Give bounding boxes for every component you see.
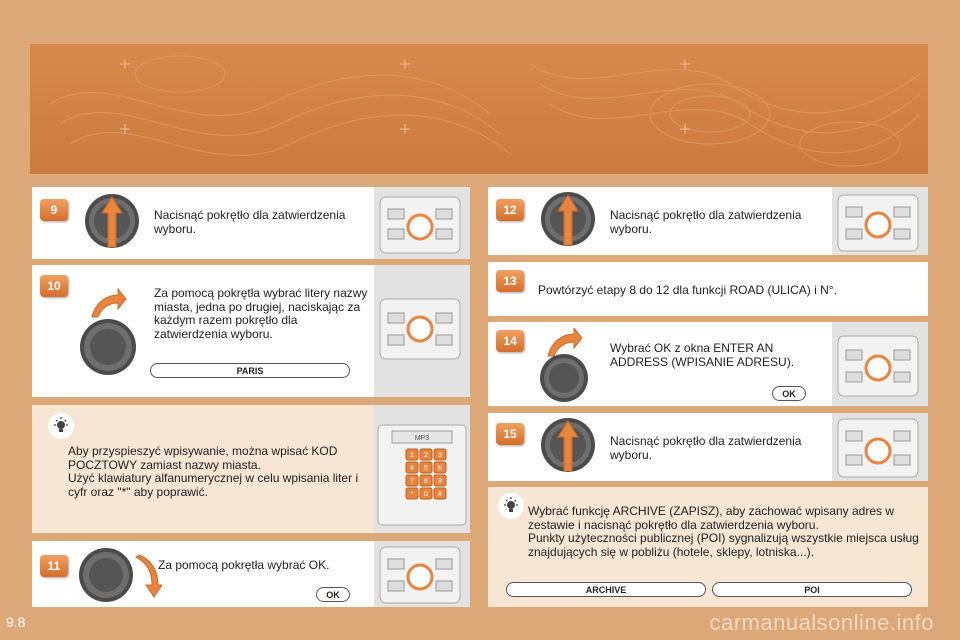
tip-postcode-panel: [32, 405, 470, 533]
keypad-panel-image: [374, 405, 470, 533]
keypad-key-label: 6: [438, 465, 442, 472]
header-banner: [30, 44, 928, 174]
step-text: Za pomocą pokrętła wybrać litery nazwy miasta, jedna po drugiej, naciskając za każdym razem pokrętło dla zatwierdzenia wyboru.: [154, 286, 368, 341]
rotary-knob-icon: [76, 315, 140, 379]
step-15-panel: [488, 413, 928, 481]
lightbulb-icon: [48, 413, 74, 439]
keypad-key-label: 4: [410, 465, 414, 472]
ok-option-label[interactable]: OK: [772, 386, 806, 401]
topographic-pattern: [30, 44, 928, 174]
paris-option-label[interactable]: PARIS: [150, 363, 350, 378]
keypad-key-label: 7: [410, 478, 414, 485]
lightbulb-icon: [498, 493, 524, 519]
step-10-panel: [32, 265, 470, 397]
watermark: carmanualsonline.info: [709, 610, 934, 635]
step-text: Nacisnąć pokrętło dla zatwierdzenia wyboru.: [154, 208, 346, 236]
step-12-panel: [488, 187, 928, 255]
keypad-key-label: 9: [438, 478, 442, 485]
step-number-badge: 14: [496, 330, 524, 352]
radio-panel-image: [374, 187, 470, 259]
keypad-key-label: 5: [424, 465, 428, 472]
radio-panel-image: [832, 413, 928, 481]
keypad-key-label: 8: [424, 478, 428, 485]
rotary-knob-icon: [78, 191, 148, 255]
keypad-key-label: 3: [438, 452, 442, 459]
step-text: Za pomocą pokrętła wybrać OK.: [158, 558, 330, 572]
step-number-badge: 15: [496, 423, 524, 445]
step-text: Powtórzyć etapy 8 do 12 dla funkcji ROAD (ULICA) i N°.: [538, 283, 837, 297]
archive-option-label[interactable]: ARCHIVE: [506, 582, 706, 597]
step-number-badge: 11: [40, 555, 68, 577]
tip-archive-panel: [488, 487, 928, 607]
step-9-panel: [32, 187, 470, 259]
step-number-badge: 9: [40, 199, 68, 221]
radio-panel-image: [832, 322, 928, 406]
keypad-key-label: 2: [424, 452, 428, 459]
screen-label: MP3: [414, 435, 430, 442]
radio-panel-image: [374, 265, 470, 397]
tip-text: Wybrać funkcję ARCHIVE (ZAPISZ), aby zachować wpisany adres w zestawie i nacisnąć pokrętło dla zatwierdzenia wyboru. Punkty użyteczności publicznej (POI) sygnalizują wszystkie miejsca usług znajdujących się w pobliżu (hotele, sklepy, lotniska...).: [528, 504, 919, 559]
keypad-key-label: #: [438, 491, 442, 498]
rotary-knob-icon: [534, 189, 604, 253]
radio-panel-image: [374, 541, 470, 607]
ok-option-label[interactable]: OK: [316, 587, 350, 602]
rotary-knob-icon: [76, 543, 140, 605]
rotary-knob-icon: [534, 415, 604, 479]
keypad-key-label: 0: [424, 491, 428, 498]
step-13-panel: [488, 262, 928, 316]
poi-option-label[interactable]: POI: [712, 582, 912, 597]
rotary-knob-icon: [536, 352, 592, 404]
page-number: 9.8: [6, 614, 26, 630]
step-number-badge: 13: [496, 270, 524, 292]
step-number-badge: 12: [496, 199, 524, 221]
radio-panel-image: [832, 187, 928, 255]
step-text: Wybrać OK z okna ENTER AN ADDRESS (WPISANIE ADRESU).: [610, 341, 795, 369]
step-text: Nacisnąć pokrętło dla zatwierdzenia wyboru.: [610, 208, 802, 236]
step-11-panel: [32, 541, 470, 607]
step-14-panel: [488, 322, 928, 406]
step-text: Nacisnąć pokrętło dla zatwierdzenia wyboru.: [610, 434, 802, 462]
keypad-key-label: 1: [410, 452, 414, 459]
keypad-key-label: *: [410, 491, 414, 498]
tip-text: Aby przyspieszyć wpisywanie, można wpisać KOD POCZTOWY zamiast nazwy miasta. Użyć klawiatury alfanumerycznej w celu wpisania liter i cyfr oraz "*" aby poprawić.: [68, 444, 359, 499]
step-number-badge: 10: [40, 275, 68, 297]
